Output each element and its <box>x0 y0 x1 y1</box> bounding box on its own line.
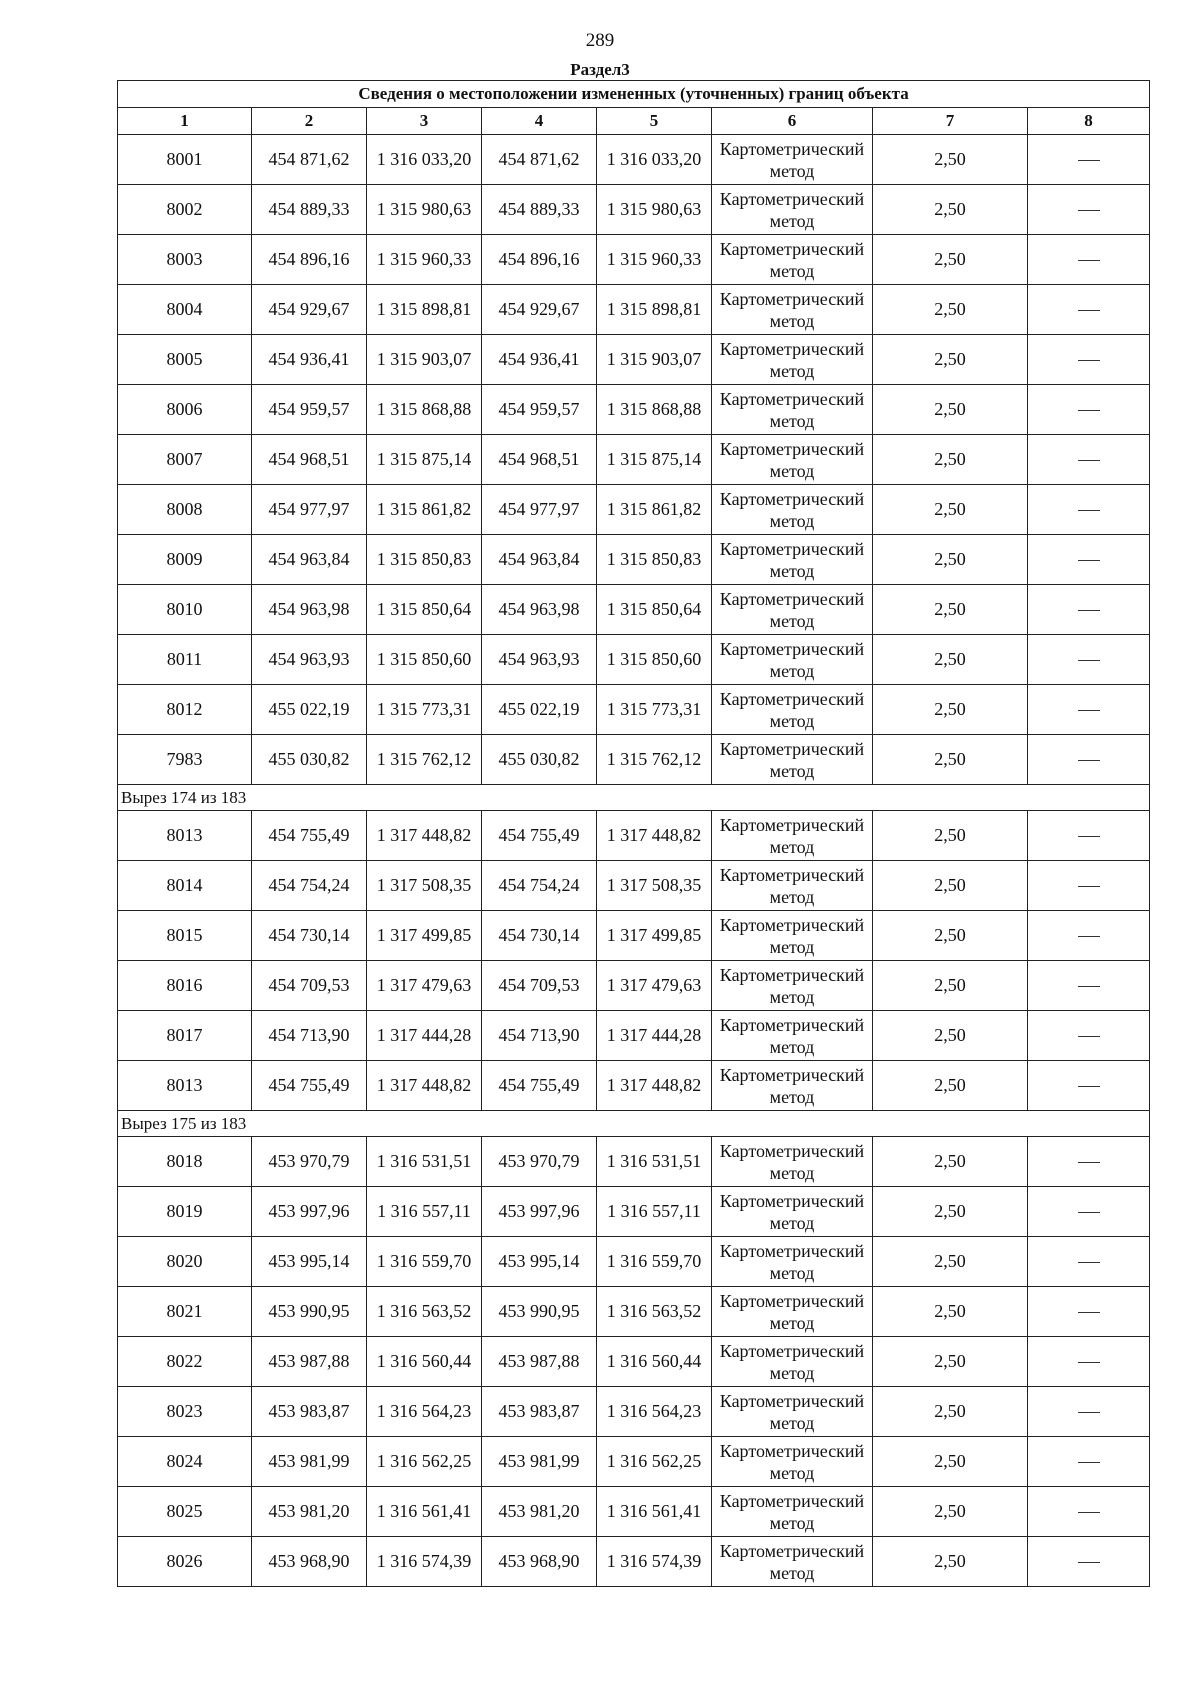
cell-x-new: 453 981,99 <box>482 1437 597 1487</box>
cell-y-new: 1 316 563,52 <box>597 1287 712 1337</box>
table-row <box>118 1537 1150 1587</box>
cell-y-new: 1 315 980,63 <box>597 185 712 235</box>
cell-method: Картометрический метод <box>712 385 873 435</box>
cell-description <box>1028 1187 1150 1237</box>
table-row <box>118 1387 1150 1437</box>
cell-accuracy: 2,50 <box>873 385 1028 435</box>
dash-glyph <box>1078 1312 1100 1313</box>
cell-y-new: 1 316 562,25 <box>597 1437 712 1487</box>
cell-x-new: 453 970,79 <box>482 1137 597 1187</box>
table-row <box>118 1011 1150 1061</box>
cell-accuracy: 2,50 <box>873 861 1028 911</box>
cell-point-number: 8002 <box>118 185 252 235</box>
cell-x-old: 454 959,57 <box>252 385 367 435</box>
cell-x-new: 453 981,20 <box>482 1487 597 1537</box>
cell-x-new: 454 977,97 <box>482 485 597 535</box>
cell-y-new: 1 316 531,51 <box>597 1137 712 1187</box>
cell-point-number: 8008 <box>118 485 252 535</box>
cell-description <box>1028 585 1150 635</box>
dash-glyph <box>1078 360 1100 361</box>
cell-description <box>1028 811 1150 861</box>
column-number: 5 <box>597 108 712 135</box>
cell-x-new: 454 730,14 <box>482 911 597 961</box>
cell-y-old: 1 316 564,23 <box>367 1387 482 1437</box>
cell-y-old: 1 315 850,83 <box>367 535 482 585</box>
cell-description <box>1028 135 1150 185</box>
cell-y-old: 1 316 574,39 <box>367 1537 482 1587</box>
cell-x-old: 453 990,95 <box>252 1287 367 1337</box>
cell-y-old: 1 316 531,51 <box>367 1137 482 1187</box>
boundary-coordinates-table <box>117 80 1150 1587</box>
cell-accuracy: 2,50 <box>873 1537 1028 1587</box>
cell-x-old: 453 995,14 <box>252 1237 367 1287</box>
table-row <box>118 185 1150 235</box>
cell-y-old: 1 315 980,63 <box>367 185 482 235</box>
cell-x-new: 453 995,14 <box>482 1237 597 1287</box>
cell-method: Картометрический метод <box>712 1011 873 1061</box>
cell-accuracy: 2,50 <box>873 435 1028 485</box>
dash-glyph <box>1078 710 1100 711</box>
cell-y-old: 1 315 773,31 <box>367 685 482 735</box>
cell-accuracy: 2,50 <box>873 485 1028 535</box>
cell-y-new: 1 315 861,82 <box>597 485 712 535</box>
cell-x-old: 454 889,33 <box>252 185 367 235</box>
cell-point-number: 8011 <box>118 635 252 685</box>
cell-y-new: 1 315 762,12 <box>597 735 712 785</box>
cell-y-old: 1 315 868,88 <box>367 385 482 435</box>
page-number: 289 <box>585 30 615 51</box>
cell-accuracy: 2,50 <box>873 335 1028 385</box>
cell-point-number: 8013 <box>118 811 252 861</box>
cell-y-old: 1 317 444,28 <box>367 1011 482 1061</box>
cell-y-new: 1 315 903,07 <box>597 335 712 385</box>
cell-accuracy: 2,50 <box>873 735 1028 785</box>
cell-x-new: 454 963,98 <box>482 585 597 635</box>
cell-x-new: 454 963,84 <box>482 535 597 585</box>
table-row <box>118 861 1150 911</box>
cell-description <box>1028 1387 1150 1437</box>
cell-accuracy: 2,50 <box>873 811 1028 861</box>
table-row <box>118 811 1150 861</box>
cell-x-new: 454 959,57 <box>482 385 597 435</box>
cell-y-old: 1 317 499,85 <box>367 911 482 961</box>
cell-y-old: 1 315 903,07 <box>367 335 482 385</box>
cell-x-old: 454 755,49 <box>252 1061 367 1111</box>
dash-glyph <box>1078 986 1100 987</box>
cell-method: Картометрический метод <box>712 1487 873 1537</box>
cell-description <box>1028 1537 1150 1587</box>
cell-description <box>1028 911 1150 961</box>
cell-method: Картометрический метод <box>712 861 873 911</box>
cell-description <box>1028 535 1150 585</box>
cell-method: Картометрический метод <box>712 685 873 735</box>
column-number-row <box>118 108 1150 135</box>
cell-accuracy: 2,50 <box>873 1137 1028 1187</box>
cell-accuracy: 2,50 <box>873 1487 1028 1537</box>
column-number: 2 <box>252 108 367 135</box>
cell-accuracy: 2,50 <box>873 535 1028 585</box>
dash-glyph <box>1078 560 1100 561</box>
dash-glyph <box>1078 460 1100 461</box>
cell-accuracy: 2,50 <box>873 235 1028 285</box>
cell-y-old: 1 315 850,64 <box>367 585 482 635</box>
cell-y-old: 1 316 562,25 <box>367 1437 482 1487</box>
cell-x-old: 453 981,99 <box>252 1437 367 1487</box>
cell-x-new: 454 896,16 <box>482 235 597 285</box>
cell-description <box>1028 1011 1150 1061</box>
cell-method: Картометрический метод <box>712 1387 873 1437</box>
cell-y-new: 1 317 448,82 <box>597 811 712 861</box>
table-row <box>118 1337 1150 1387</box>
cell-x-old: 454 713,90 <box>252 1011 367 1061</box>
cell-x-old: 453 997,96 <box>252 1187 367 1237</box>
table-row <box>118 1487 1150 1537</box>
cell-point-number: 8012 <box>118 685 252 735</box>
cell-x-old: 454 754,24 <box>252 861 367 911</box>
dash-glyph <box>1078 210 1100 211</box>
cell-x-new: 454 754,24 <box>482 861 597 911</box>
cell-x-old: 454 963,98 <box>252 585 367 635</box>
cell-x-new: 454 871,62 <box>482 135 597 185</box>
column-number: 6 <box>712 108 873 135</box>
group-label: Вырез 175 из 183 <box>118 1111 1150 1137</box>
cell-point-number: 8021 <box>118 1287 252 1337</box>
cell-accuracy: 2,50 <box>873 1237 1028 1287</box>
cell-x-old: 454 871,62 <box>252 135 367 185</box>
cell-point-number: 8026 <box>118 1537 252 1587</box>
dash-glyph <box>1078 510 1100 511</box>
table-row <box>118 685 1150 735</box>
cell-method: Картометрический метод <box>712 1437 873 1487</box>
cell-description <box>1028 635 1150 685</box>
table-row <box>118 1137 1150 1187</box>
cell-accuracy: 2,50 <box>873 685 1028 735</box>
cell-x-new: 454 889,33 <box>482 185 597 235</box>
cell-method: Картометрический метод <box>712 185 873 235</box>
cell-y-old: 1 315 861,82 <box>367 485 482 535</box>
cell-y-new: 1 315 875,14 <box>597 435 712 485</box>
cell-x-new: 454 936,41 <box>482 335 597 385</box>
cell-point-number: 8009 <box>118 535 252 585</box>
table-row <box>118 961 1150 1011</box>
cell-y-new: 1 315 850,64 <box>597 585 712 635</box>
cell-x-old: 454 755,49 <box>252 811 367 861</box>
cell-method: Картометрический метод <box>712 135 873 185</box>
cell-x-old: 455 030,82 <box>252 735 367 785</box>
cell-description <box>1028 385 1150 435</box>
cell-y-new: 1 317 448,82 <box>597 1061 712 1111</box>
cell-description <box>1028 1337 1150 1387</box>
table-row <box>118 485 1150 535</box>
cell-description <box>1028 1287 1150 1337</box>
dash-glyph <box>1078 410 1100 411</box>
table-row <box>118 535 1150 585</box>
cell-y-old: 1 316 559,70 <box>367 1237 482 1287</box>
cell-x-new: 454 968,51 <box>482 435 597 485</box>
cell-accuracy: 2,50 <box>873 961 1028 1011</box>
table-row <box>118 735 1150 785</box>
table-row <box>118 335 1150 385</box>
dash-glyph <box>1078 160 1100 161</box>
cell-y-new: 1 315 868,88 <box>597 385 712 435</box>
cell-y-new: 1 317 499,85 <box>597 911 712 961</box>
cell-x-new: 454 929,67 <box>482 285 597 335</box>
cell-y-old: 1 315 898,81 <box>367 285 482 335</box>
cell-y-old: 1 315 960,33 <box>367 235 482 285</box>
cell-description <box>1028 1487 1150 1537</box>
cell-x-old: 455 022,19 <box>252 685 367 735</box>
dash-glyph <box>1078 1036 1100 1037</box>
cell-point-number: 8016 <box>118 961 252 1011</box>
cell-y-new: 1 315 960,33 <box>597 235 712 285</box>
cell-description <box>1028 1137 1150 1187</box>
cell-accuracy: 2,50 <box>873 185 1028 235</box>
cell-x-new: 453 983,87 <box>482 1387 597 1437</box>
cell-accuracy: 2,50 <box>873 1337 1028 1387</box>
cell-y-old: 1 316 563,52 <box>367 1287 482 1337</box>
cell-y-old: 1 316 033,20 <box>367 135 482 185</box>
cell-description <box>1028 285 1150 335</box>
table-row <box>118 1287 1150 1337</box>
table-row <box>118 135 1150 185</box>
cell-point-number: 8025 <box>118 1487 252 1537</box>
cell-y-old: 1 316 557,11 <box>367 1187 482 1237</box>
cell-y-new: 1 317 508,35 <box>597 861 712 911</box>
cell-method: Картометрический метод <box>712 911 873 961</box>
cell-method: Картометрический метод <box>712 735 873 785</box>
cell-x-old: 454 896,16 <box>252 235 367 285</box>
dash-glyph <box>1078 1212 1100 1213</box>
cell-y-new: 1 316 033,20 <box>597 135 712 185</box>
column-number: 3 <box>367 108 482 135</box>
group-label: Вырез 174 из 183 <box>118 785 1150 811</box>
cell-x-new: 453 987,88 <box>482 1337 597 1387</box>
cell-point-number: 8013 <box>118 1061 252 1111</box>
cell-description <box>1028 435 1150 485</box>
cell-description <box>1028 335 1150 385</box>
cell-description <box>1028 1061 1150 1111</box>
cell-point-number: 8015 <box>118 911 252 961</box>
table-row <box>118 585 1150 635</box>
cell-point-number: 8019 <box>118 1187 252 1237</box>
cell-x-old: 454 936,41 <box>252 335 367 385</box>
cell-accuracy: 2,50 <box>873 911 1028 961</box>
cell-y-new: 1 315 850,60 <box>597 635 712 685</box>
cell-point-number: 8020 <box>118 1237 252 1287</box>
table-row <box>118 1061 1150 1111</box>
cell-point-number: 8018 <box>118 1137 252 1187</box>
cell-y-old: 1 315 850,60 <box>367 635 482 685</box>
cell-x-old: 454 968,51 <box>252 435 367 485</box>
cell-x-old: 453 981,20 <box>252 1487 367 1537</box>
cell-x-old: 453 970,79 <box>252 1137 367 1187</box>
cell-y-new: 1 316 560,44 <box>597 1337 712 1387</box>
dash-glyph <box>1078 936 1100 937</box>
cell-method: Картометрический метод <box>712 1137 873 1187</box>
table-row <box>118 285 1150 335</box>
cell-point-number: 8005 <box>118 335 252 385</box>
dash-glyph <box>1078 760 1100 761</box>
cell-y-old: 1 315 875,14 <box>367 435 482 485</box>
cell-accuracy: 2,50 <box>873 585 1028 635</box>
cell-accuracy: 2,50 <box>873 1011 1028 1061</box>
cell-x-old: 454 977,97 <box>252 485 367 535</box>
dash-glyph <box>1078 610 1100 611</box>
dash-glyph <box>1078 1512 1100 1513</box>
cell-x-old: 453 968,90 <box>252 1537 367 1587</box>
cell-accuracy: 2,50 <box>873 1387 1028 1437</box>
cell-method: Картометрический метод <box>712 235 873 285</box>
cell-x-new: 454 755,49 <box>482 811 597 861</box>
cell-description <box>1028 861 1150 911</box>
column-number: 4 <box>482 108 597 135</box>
table-row <box>118 435 1150 485</box>
cell-method: Картометрический метод <box>712 635 873 685</box>
cell-method: Картометрический метод <box>712 1287 873 1337</box>
cell-description <box>1028 485 1150 535</box>
dash-glyph <box>1078 1562 1100 1563</box>
cell-x-new: 454 963,93 <box>482 635 597 685</box>
dash-glyph <box>1078 1462 1100 1463</box>
cell-x-new: 453 990,95 <box>482 1287 597 1337</box>
table-row <box>118 1187 1150 1237</box>
dash-glyph <box>1078 1412 1100 1413</box>
cell-y-old: 1 317 448,82 <box>367 811 482 861</box>
cell-point-number: 8001 <box>118 135 252 185</box>
cell-y-new: 1 315 773,31 <box>597 685 712 735</box>
group-header-row <box>118 785 1150 811</box>
table-body <box>118 135 1150 1587</box>
cell-y-new: 1 317 479,63 <box>597 961 712 1011</box>
cell-x-new: 454 713,90 <box>482 1011 597 1061</box>
column-number: 1 <box>118 108 252 135</box>
dash-glyph <box>1078 836 1100 837</box>
cell-method: Картометрический метод <box>712 335 873 385</box>
cell-method: Картометрический метод <box>712 811 873 861</box>
cell-y-new: 1 316 564,23 <box>597 1387 712 1437</box>
cell-point-number: 8010 <box>118 585 252 635</box>
cell-x-old: 453 983,87 <box>252 1387 367 1437</box>
cell-x-old: 454 963,84 <box>252 535 367 585</box>
cell-method: Картометрический метод <box>712 1237 873 1287</box>
cell-y-old: 1 317 479,63 <box>367 961 482 1011</box>
cell-point-number: 8024 <box>118 1437 252 1487</box>
cell-y-new: 1 315 850,83 <box>597 535 712 585</box>
cell-point-number: 8022 <box>118 1337 252 1387</box>
dash-glyph <box>1078 260 1100 261</box>
cell-description <box>1028 735 1150 785</box>
cell-x-old: 454 730,14 <box>252 911 367 961</box>
dash-glyph <box>1078 660 1100 661</box>
cell-method: Картометрический метод <box>712 435 873 485</box>
cell-x-new: 454 755,49 <box>482 1061 597 1111</box>
cell-y-old: 1 315 762,12 <box>367 735 482 785</box>
table-caption: Сведения о местоположении измененных (уточненных) границ объекта <box>118 81 1150 108</box>
cell-method: Картометрический метод <box>712 285 873 335</box>
cell-point-number: 8003 <box>118 235 252 285</box>
cell-x-new: 453 968,90 <box>482 1537 597 1587</box>
dash-glyph <box>1078 1086 1100 1087</box>
cell-point-number: 8014 <box>118 861 252 911</box>
group-header-row <box>118 1111 1150 1137</box>
cell-y-new: 1 316 559,70 <box>597 1237 712 1287</box>
cell-point-number: 8007 <box>118 435 252 485</box>
cell-accuracy: 2,50 <box>873 1061 1028 1111</box>
cell-accuracy: 2,50 <box>873 1437 1028 1487</box>
cell-y-old: 1 316 561,41 <box>367 1487 482 1537</box>
cell-description <box>1028 1437 1150 1487</box>
table-row <box>118 385 1150 435</box>
cell-point-number: 8017 <box>118 1011 252 1061</box>
cell-method: Картометрический метод <box>712 961 873 1011</box>
cell-y-new: 1 316 561,41 <box>597 1487 712 1537</box>
cell-point-number: 8023 <box>118 1387 252 1437</box>
cell-y-new: 1 317 444,28 <box>597 1011 712 1061</box>
cell-y-old: 1 316 560,44 <box>367 1337 482 1387</box>
dash-glyph <box>1078 886 1100 887</box>
cell-accuracy: 2,50 <box>873 1187 1028 1237</box>
cell-method: Картометрический метод <box>712 485 873 535</box>
cell-method: Картометрический метод <box>712 1337 873 1387</box>
cell-y-old: 1 317 448,82 <box>367 1061 482 1111</box>
table-row <box>118 1437 1150 1487</box>
cell-point-number: 7983 <box>118 735 252 785</box>
cell-x-new: 453 997,96 <box>482 1187 597 1237</box>
cell-method: Картометрический метод <box>712 1061 873 1111</box>
cell-method: Картометрический метод <box>712 535 873 585</box>
cell-y-new: 1 316 557,11 <box>597 1187 712 1237</box>
cell-accuracy: 2,50 <box>873 135 1028 185</box>
cell-x-old: 454 709,53 <box>252 961 367 1011</box>
cell-x-old: 453 987,88 <box>252 1337 367 1387</box>
cell-x-new: 455 022,19 <box>482 685 597 735</box>
table-row <box>118 235 1150 285</box>
cell-accuracy: 2,50 <box>873 285 1028 335</box>
cell-description <box>1028 1237 1150 1287</box>
cell-y-old: 1 317 508,35 <box>367 861 482 911</box>
cell-y-new: 1 315 898,81 <box>597 285 712 335</box>
dash-glyph <box>1078 1362 1100 1363</box>
cell-accuracy: 2,50 <box>873 1287 1028 1337</box>
cell-description <box>1028 235 1150 285</box>
column-number: 7 <box>873 108 1028 135</box>
column-number: 8 <box>1028 108 1150 135</box>
table-row <box>118 911 1150 961</box>
cell-method: Картометрический метод <box>712 585 873 635</box>
cell-point-number: 8004 <box>118 285 252 335</box>
cell-method: Картометрический метод <box>712 1187 873 1237</box>
dash-glyph <box>1078 1262 1100 1263</box>
dash-glyph <box>1078 310 1100 311</box>
cell-accuracy: 2,50 <box>873 635 1028 685</box>
cell-method: Картометрический метод <box>712 1537 873 1587</box>
cell-x-old: 454 929,67 <box>252 285 367 335</box>
cell-x-new: 455 030,82 <box>482 735 597 785</box>
cell-description <box>1028 685 1150 735</box>
cell-x-new: 454 709,53 <box>482 961 597 1011</box>
table-row <box>118 635 1150 685</box>
cell-point-number: 8006 <box>118 385 252 435</box>
cell-description <box>1028 185 1150 235</box>
section-title: Раздел3 <box>570 60 630 79</box>
table-row <box>118 1237 1150 1287</box>
cell-description <box>1028 961 1150 1011</box>
cell-y-new: 1 316 574,39 <box>597 1537 712 1587</box>
cell-x-old: 454 963,93 <box>252 635 367 685</box>
dash-glyph <box>1078 1162 1100 1163</box>
